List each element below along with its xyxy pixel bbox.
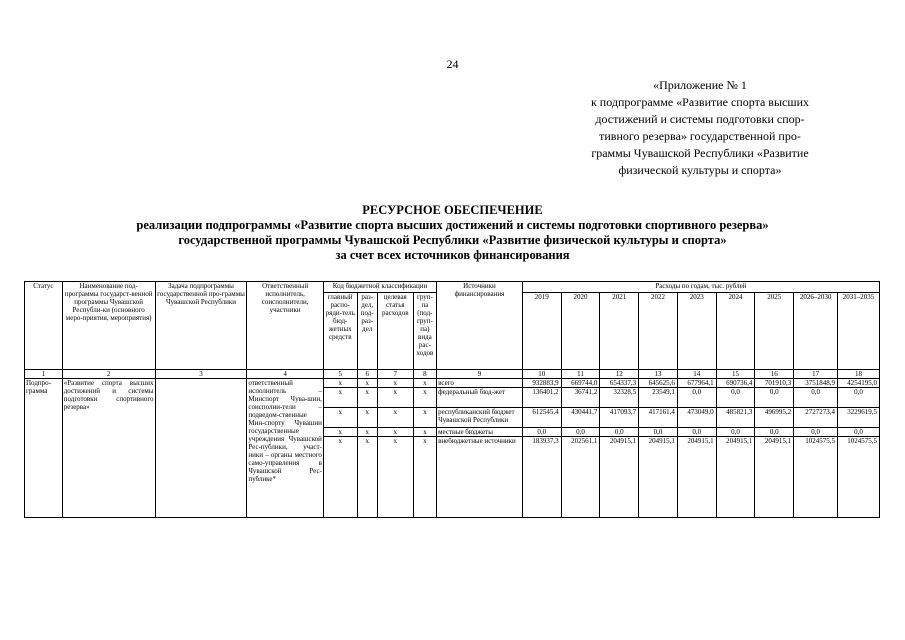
value-cell: 0,0 <box>794 388 838 408</box>
value-cell: 0,0 <box>522 428 561 437</box>
title-line: реализации подпрограммы «Развитие спорта высших достижений и системы подготовки спортивного резерва» <box>136 218 769 232</box>
header-code-target: целевая статья расходов <box>377 293 413 370</box>
value-cell: 0,0 <box>755 428 794 437</box>
column-number: 16 <box>755 370 794 379</box>
value-cell: 3751848,9 <box>794 379 838 388</box>
code-cell: x <box>357 437 377 518</box>
value-cell: 0,0 <box>838 388 880 408</box>
value-cell: 654337,3 <box>600 379 639 388</box>
column-number: 3 <box>155 370 247 379</box>
source-cell: республиканский бюджет Чувашской Республики <box>437 408 523 428</box>
column-number: 14 <box>677 370 716 379</box>
title-heading: РЕСУРСНОЕ ОБЕСПЕЧЕНИЕ <box>362 203 543 217</box>
header-name: Наименование под-программы государст-венной программы Чувашской Республи-ки (основного меро-приятия, мероприятия) <box>62 282 155 370</box>
appendix-line: достижений и системы подготовки спор- <box>595 112 805 126</box>
code-cell: x <box>377 408 413 428</box>
code-cell: x <box>357 408 377 428</box>
header-year: 2026–2030 <box>794 293 838 370</box>
code-cell: x <box>377 437 413 518</box>
value-cell: 473049,0 <box>677 408 716 428</box>
code-cell: x <box>323 437 357 518</box>
code-cell: x <box>357 428 377 437</box>
value-cell: 0,0 <box>639 428 678 437</box>
value-cell: 204915,1 <box>677 437 716 518</box>
value-cell: 612545,4 <box>522 408 561 428</box>
value-cell: 204915,1 <box>755 437 794 518</box>
column-number: 2 <box>62 370 155 379</box>
table-row <box>25 379 880 388</box>
column-number: 1 <box>25 370 63 379</box>
resource-table <box>24 281 880 518</box>
code-cell: x <box>357 388 377 408</box>
value-cell: 204915,1 <box>600 437 639 518</box>
value-cell: 677964,1 <box>677 379 716 388</box>
column-number: 17 <box>794 370 838 379</box>
code-cell: x <box>377 379 413 388</box>
code-cell: x <box>377 428 413 437</box>
code-cell: x <box>323 408 357 428</box>
header-code-group: груп-па (под-груп-па) вида рас-ходов <box>413 293 436 370</box>
header-year: 2031–2035 <box>838 293 880 370</box>
column-number: 9 <box>437 370 523 379</box>
value-cell: 690736,4 <box>716 379 755 388</box>
value-cell: 0,0 <box>561 428 600 437</box>
value-cell: 0,0 <box>677 388 716 408</box>
header-code-main: главный распо-ряди-тель бюд-жетных средств <box>323 293 357 370</box>
value-cell: 701910,3 <box>755 379 794 388</box>
column-number: 8 <box>413 370 436 379</box>
column-number: 15 <box>716 370 755 379</box>
header-task: Задача подпрограммы государственной про-граммы Чувашской Республики <box>155 282 247 370</box>
header-year: 2019 <box>522 293 561 370</box>
value-cell: 1024575,5 <box>794 437 838 518</box>
source-cell: внебюджетные источники <box>437 437 523 518</box>
column-number: 4 <box>247 370 324 379</box>
code-cell: x <box>413 408 436 428</box>
header-year: 2025 <box>755 293 794 370</box>
task-cell <box>155 379 247 518</box>
header-code-section: раз-дел, под-раз-дел <box>357 293 377 370</box>
value-cell: 0,0 <box>794 428 838 437</box>
header-status: Статус <box>25 282 63 370</box>
value-cell: 417161,4 <box>639 408 678 428</box>
value-cell: 0,0 <box>677 428 716 437</box>
column-number: 6 <box>357 370 377 379</box>
header-expenses: Расходы по годам, тыс. рублей <box>522 282 879 293</box>
appendix-line: физической культуры и спорта» <box>618 163 782 177</box>
value-cell: 36741,2 <box>561 388 600 408</box>
value-cell: 669744,0 <box>561 379 600 388</box>
responsible-cell: ответственный исполнитель – Минспорт Чува-шии, соисполни-тели – подведом-ственные Мин-спорту Чувашии государственные учреждения Чувашской Рес-публики, участ-ники – органы местного само-управления в Чувашской Рес-публике* <box>247 379 324 518</box>
document-title <box>0 203 905 263</box>
value-cell: 23549,1 <box>639 388 678 408</box>
header-year: 2023 <box>677 293 716 370</box>
column-number: 12 <box>600 370 639 379</box>
code-cell: x <box>323 379 357 388</box>
header-sources: Источники финансирования <box>437 282 523 370</box>
header-year: 2024 <box>716 293 755 370</box>
value-cell: 202561,1 <box>561 437 600 518</box>
subprogram-name-cell: «Развитие спорта высших достижений и системы подготовки спортивного резерва» <box>62 379 155 518</box>
column-numbers-row <box>25 370 880 379</box>
appendix-line: «Приложение № 1 <box>653 78 747 92</box>
value-cell: 0,0 <box>600 428 639 437</box>
column-number: 7 <box>377 370 413 379</box>
code-cell: x <box>323 428 357 437</box>
value-cell: 136401,2 <box>522 388 561 408</box>
code-cell: x <box>413 379 436 388</box>
column-number: 11 <box>561 370 600 379</box>
source-cell: местные бюджеты <box>437 428 523 437</box>
value-cell: 32328,5 <box>600 388 639 408</box>
header-year: 2020 <box>561 293 600 370</box>
page-number: 24 <box>446 57 459 71</box>
title-line: государственной программы Чувашской Республики «Развитие физической культуры и спорта» <box>178 233 727 247</box>
code-cell: x <box>323 388 357 408</box>
value-cell: 496995,2 <box>755 408 794 428</box>
appendix-line: граммы Чувашской Республики «Развитие <box>591 146 809 160</box>
value-cell: 4254195,0 <box>838 379 880 388</box>
header-year: 2022 <box>639 293 678 370</box>
value-cell: 183937,3 <box>522 437 561 518</box>
appendix-line: тивного резерва» государственной про- <box>599 129 801 143</box>
value-cell: 1024575,5 <box>838 437 880 518</box>
appendix-line: к подпрограмме «Развитие спорта высших <box>590 95 810 109</box>
source-cell: всего <box>437 379 523 388</box>
column-number: 10 <box>522 370 561 379</box>
code-cell: x <box>357 379 377 388</box>
value-cell: 204915,1 <box>639 437 678 518</box>
status-cell: Подпро-грамма <box>25 379 63 518</box>
code-cell: x <box>413 388 436 408</box>
value-cell: 932883,9 <box>522 379 561 388</box>
header-responsible: Ответственный исполнитель, соисполнители, участники <box>247 282 324 370</box>
header-budget-code: Код бюджетной классификации <box>323 282 436 293</box>
value-cell: 2727273,4 <box>794 408 838 428</box>
code-cell: x <box>377 388 413 408</box>
column-number: 18 <box>838 370 880 379</box>
value-cell: 645625,6 <box>639 379 678 388</box>
value-cell: 204915,1 <box>716 437 755 518</box>
source-cell: федеральный бюд-жет <box>437 388 523 408</box>
value-cell: 0,0 <box>716 428 755 437</box>
value-cell: 0,0 <box>716 388 755 408</box>
code-cell: x <box>413 428 436 437</box>
title-line: за счет всех источников финансирования <box>335 248 570 262</box>
appendix-note <box>555 77 845 179</box>
value-cell: 0,0 <box>838 428 880 437</box>
value-cell: 485821,3 <box>716 408 755 428</box>
header-year: 2021 <box>600 293 639 370</box>
value-cell: 430441,7 <box>561 408 600 428</box>
column-number: 13 <box>639 370 678 379</box>
value-cell: 3229619,5 <box>838 408 880 428</box>
code-cell: x <box>413 437 436 518</box>
column-number: 5 <box>323 370 357 379</box>
value-cell: 417093,7 <box>600 408 639 428</box>
value-cell: 0,0 <box>755 388 794 408</box>
